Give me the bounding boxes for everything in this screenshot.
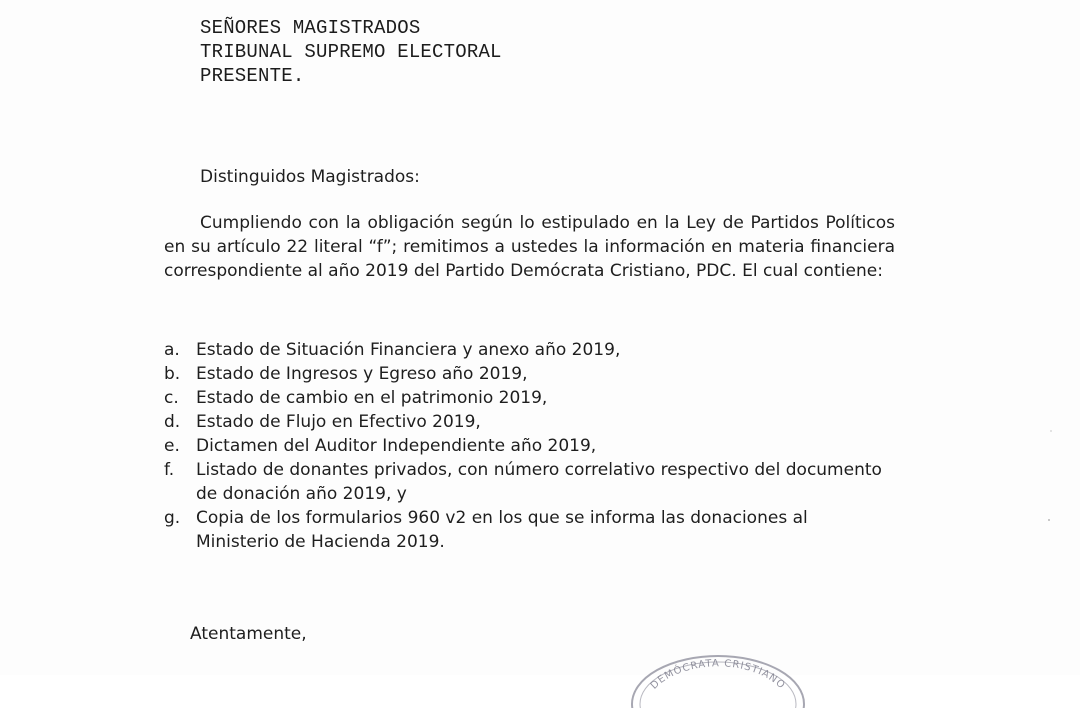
list-item [164,386,895,410]
list-item-text: Listado de donantes privados, con número correlativo respectivo del documento de donación año 2019, y [196,460,882,504]
list-item [164,506,895,554]
addressee-line-3: PRESENTE. [200,65,305,87]
list-item-text: Estado de Situación Financiera y anexo año 2019, [196,340,621,360]
list-item-text: Estado de cambio en el patrimonio 2019, [196,388,548,408]
scan-speck [1048,519,1050,521]
scan-speck [1050,430,1052,432]
list-item [164,410,895,434]
list-item [164,434,895,458]
greeting: Distinguidos Magistrados: [200,167,420,187]
addressee-block [200,16,502,88]
contents-list [164,338,895,554]
list-item-text: Dictamen del Auditor Independiente año 2019, [196,436,597,456]
list-marker: e. [164,436,180,456]
party-seal-stamp [628,648,808,708]
closing: Atentamente, [190,624,307,644]
list-item-text: Estado de Flujo en Efectivo 2019, [196,412,481,432]
addressee-line-2: TRIBUNAL SUPREMO ELECTORAL [200,41,502,63]
list-marker: a. [164,340,180,360]
list-marker: c. [164,388,179,408]
addressee-line-1: SEÑORES MAGISTRADOS [200,17,421,39]
list-item-text: Copia de los formularios 960 v2 en los que se informa las donaciones al Ministerio de Hacienda 2019. [196,508,808,552]
list-marker: d. [164,412,181,432]
list-marker: f. [164,460,175,480]
list-item [164,458,895,506]
list-item-text: Estado de Ingresos y Egreso año 2019, [196,364,528,384]
list-marker: b. [164,364,181,384]
list-item [164,338,895,362]
list-marker: g. [164,508,181,528]
seal-text: DEMÓCRATA CRISTIANO [648,658,788,692]
body-paragraph: Cumpliendo con la obligación según lo estipulado en la Ley de Partidos Políticos en su artículo 22 literal “f”; remitimos a ustedes la información en materia financiera correspondiente al año 2019 del Partido Demócrata Cristiano, PDC. El cual contiene: [164,213,895,281]
list-item [164,362,895,386]
